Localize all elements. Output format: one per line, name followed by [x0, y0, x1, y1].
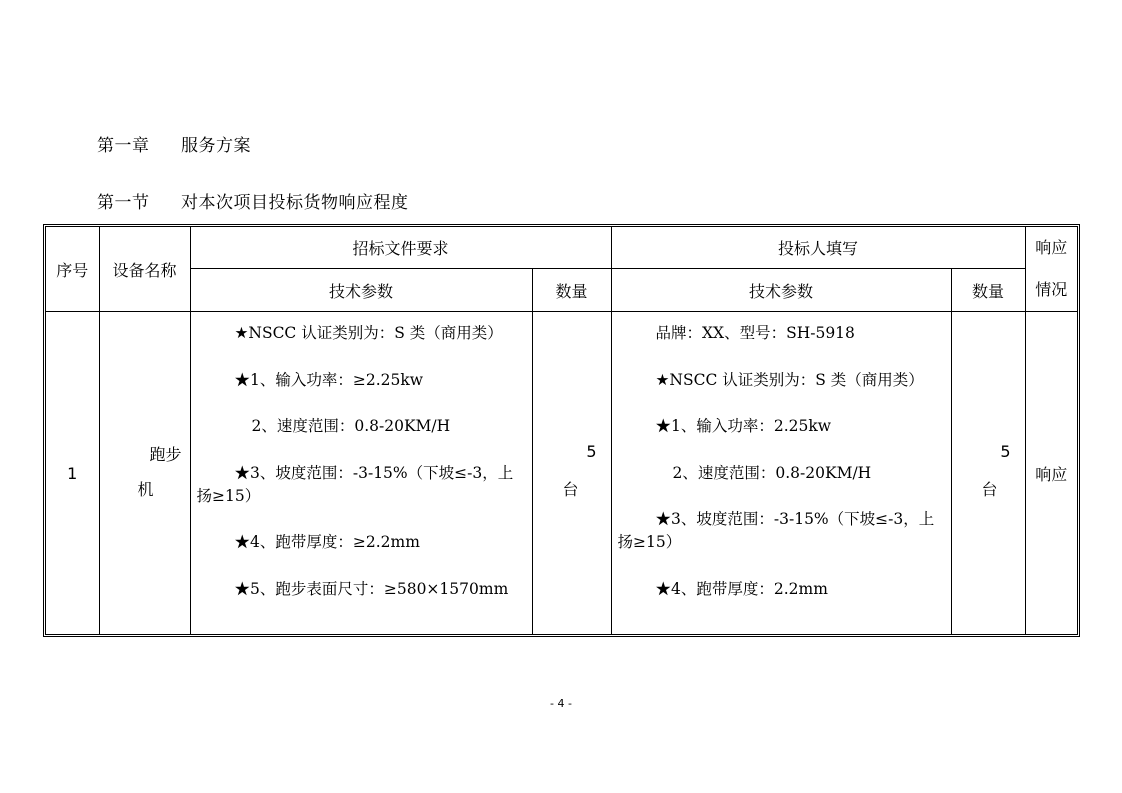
bid-param-line: 品牌：XX、型号：SH-5918	[655, 324, 855, 342]
header-bid-tech-params: 技术参数	[611, 269, 951, 312]
page-number: - 4 -	[550, 697, 572, 710]
chapter-number: 第一章	[97, 136, 150, 156]
table-row	[46, 312, 1077, 635]
header-response-line1: 响应	[1035, 238, 1068, 257]
tender-quantity-unit: 台	[562, 480, 579, 499]
tender-param-line: 2、速度范围：0.8-20KM/H	[251, 417, 451, 435]
bid-param-line: 2、速度范围：0.8-20KM/H	[672, 463, 872, 482]
header-row-1	[46, 227, 1077, 269]
bid-param-line: ★1、输入功率：2.25kw	[655, 417, 832, 435]
cell-tender-params	[190, 312, 532, 635]
header-tender-requirements: 招标文件要求	[190, 227, 611, 269]
device-name-line2: 机	[137, 480, 154, 499]
header-bid-quantity: 数量	[951, 269, 1025, 312]
bid-param-line: ★NSCC 认证类别为：S 类（商用类）	[655, 370, 924, 389]
bid-param-line: ★3、坡度范围：-3-15%（下坡≤-3，上扬≥15）	[617, 510, 935, 551]
header-row-2	[46, 269, 1077, 312]
header-bidder-fill: 投标人填写	[611, 227, 1025, 269]
cell-bid-params	[611, 312, 951, 635]
cell-tender-quantity	[532, 312, 611, 635]
cell-response: 响应	[1025, 312, 1077, 635]
tender-param-line: ★3、坡度范围：-3-15%（下坡≤-3，上扬≥15）	[196, 463, 514, 505]
header-tender-tech-params: 技术参数	[190, 269, 532, 312]
tender-param-line: ★NSCC 认证类别为：S 类（商用类）	[234, 324, 503, 342]
cell-device-name	[99, 312, 190, 635]
cell-seq: 1	[46, 312, 99, 635]
chapter-title: 服务方案	[181, 136, 251, 156]
bid-quantity-value: 5	[1000, 442, 1011, 461]
header-seq: 序号	[46, 227, 99, 312]
response-table	[43, 224, 1080, 637]
tender-quantity-value: 5	[586, 442, 597, 461]
cell-bid-quantity	[951, 312, 1025, 635]
header-response-status	[1025, 227, 1077, 312]
header-response-line2: 情况	[1035, 280, 1068, 299]
bid-quantity-unit: 台	[981, 480, 998, 499]
bid-param-line: ★4、跑带厚度：2.2mm	[655, 579, 828, 598]
chapter-heading	[97, 131, 251, 156]
tender-param-line: ★4、跑带厚度：≥2.2mm	[234, 533, 420, 551]
section-title: 对本次项目投标货物响应程度	[181, 193, 409, 213]
tender-param-line: ★5、跑步表面尺寸：≥580×1570mm	[234, 579, 509, 598]
tender-param-line: ★1、输入功率：≥2.25kw	[234, 370, 424, 389]
section-number: 第一节	[97, 193, 150, 213]
header-device-name: 设备名称	[99, 227, 190, 312]
header-tender-quantity: 数量	[532, 269, 611, 312]
device-name-line1: 跑步	[149, 445, 182, 464]
section-heading	[97, 188, 409, 213]
